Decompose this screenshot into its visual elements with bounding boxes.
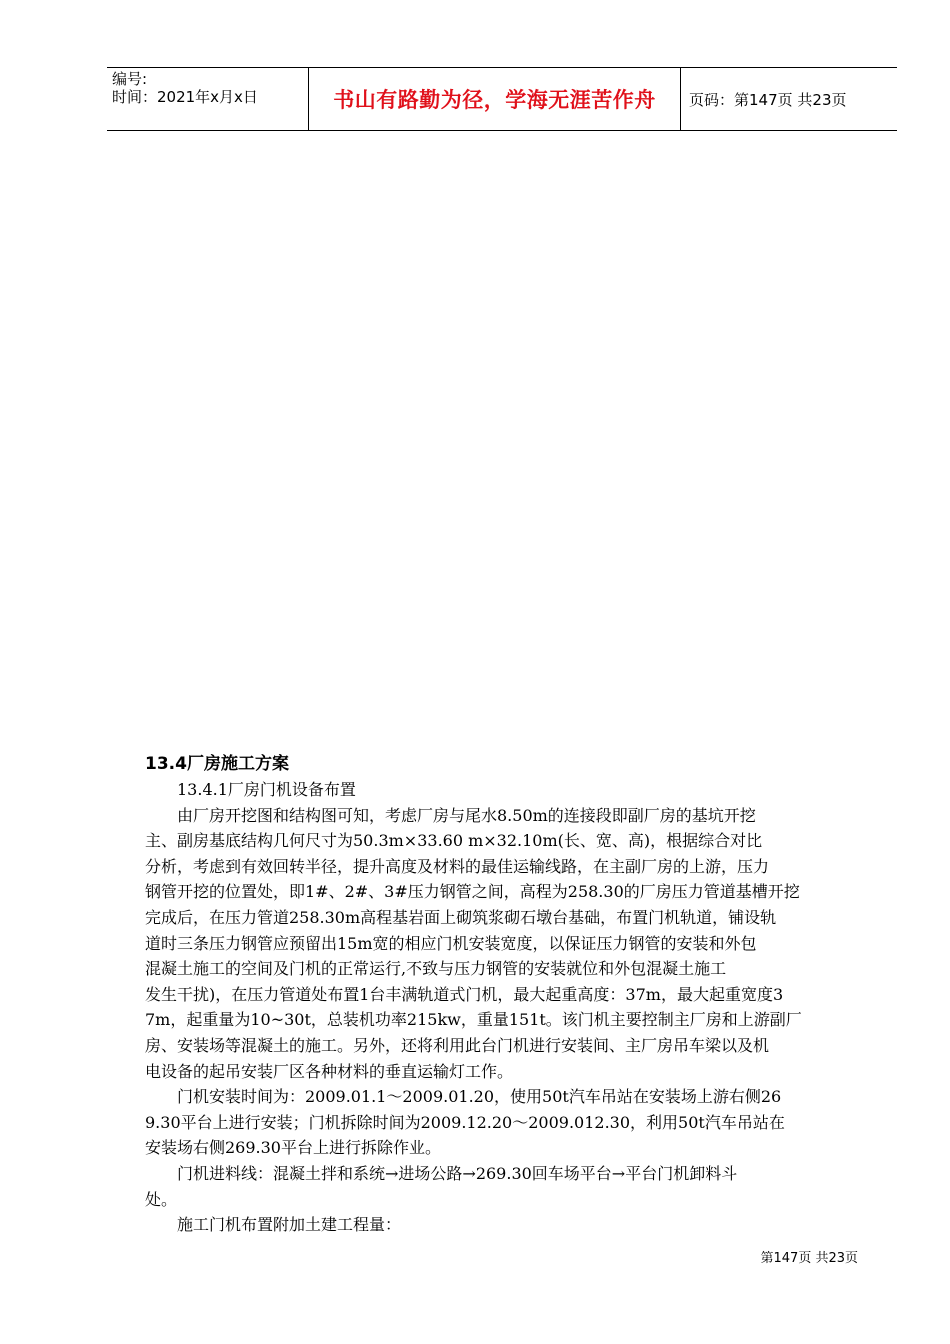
paragraph-line: 分析，考虑到有效回转半径，提升高度及材料的最佳运输线路，在主副厂房的上游，压力 bbox=[145, 856, 770, 876]
document-number-label: 编号: bbox=[112, 70, 148, 88]
document-body bbox=[145, 752, 890, 1238]
document-date-label: 时间：2021年x月x日 bbox=[112, 88, 258, 106]
paragraph-line: 房、安装场等混凝土的施工。另外，还将利用此台门机进行安装间、主厂房吊车梁以及机 bbox=[145, 1035, 770, 1055]
section-heading: 13.4厂房施工方案 bbox=[145, 754, 289, 774]
paragraph-line: 门机安装时间为：2009.01.1～2009.01.20，使用50t汽车吊站在安装场上游右侧26 bbox=[177, 1087, 782, 1107]
paragraph-line: 施工门机布置附加土建工程量： bbox=[177, 1215, 402, 1235]
paragraph-line: 电设备的起吊安装厂区各种材料的垂直运输灯工作。 bbox=[145, 1061, 514, 1081]
paragraph-line: 由厂房开挖图和结构图可知，考虑厂房与尾水8.50m的连接段即副厂房的基坑开挖 bbox=[177, 805, 756, 825]
paragraph-line: 安装场右侧269.30平台上进行拆除作业。 bbox=[145, 1138, 441, 1158]
paragraph-line: 钢管开挖的位置处，即1#、2#、3#压力钢管之间，高程为258.30的厂房压力管道基槽开挖 bbox=[145, 882, 800, 902]
section-subheading: 13.4.1厂房门机设备布置 bbox=[177, 780, 356, 799]
paragraph-line: 处。 bbox=[145, 1189, 178, 1209]
footer-page-number: 第147页 共23页 bbox=[760, 1251, 858, 1266]
header-page-label: 页码：第147页 共23页 bbox=[689, 90, 847, 109]
paragraph-line: 7m，起重量为10~30t，总装机功率215kw，重量151t。该门机主要控制主厂房和上游副厂 bbox=[145, 1010, 802, 1030]
paragraph-line: 混凝土施工的空间及门机的正常运行,不致与压力钢管的安装就位和外包混凝土施工 bbox=[145, 959, 727, 979]
paragraph-line: 道时三条压力钢管应预留出15m宽的相应门机安装宽度，以保证压力钢管的安装和外包 bbox=[145, 933, 757, 953]
paragraph-line: 完成后，在压力管道258.30m高程基岩面上砌筑浆砌石墩台基础，布置门机轨道，铺设轨 bbox=[145, 907, 777, 927]
paragraph-line: 门机进料线：混凝土拌和系统→进场公路→269.30回车场平台→平台门机卸料斗 bbox=[177, 1163, 738, 1183]
paragraph-line: 主、副房基底结构几何尺寸为50.3m×33.60 m×32.10m(长、宽、高)，根据综合对比 bbox=[145, 831, 763, 851]
header-motto: 书山有路勤为径，学海无涯苦作舟 bbox=[309, 68, 681, 130]
header-info-cell bbox=[107, 68, 309, 130]
paragraph-line: 9.30平台上进行安装；门机拆除时间为2009.12.20～2009.012.30，利用50t汽车吊站在 bbox=[145, 1112, 785, 1132]
document-header bbox=[107, 67, 897, 131]
paragraph-line: 发生干扰)，在压力管道处布置1台丰满轨道式门机，最大起重高度：37m，最大起重宽度3 bbox=[145, 984, 784, 1004]
